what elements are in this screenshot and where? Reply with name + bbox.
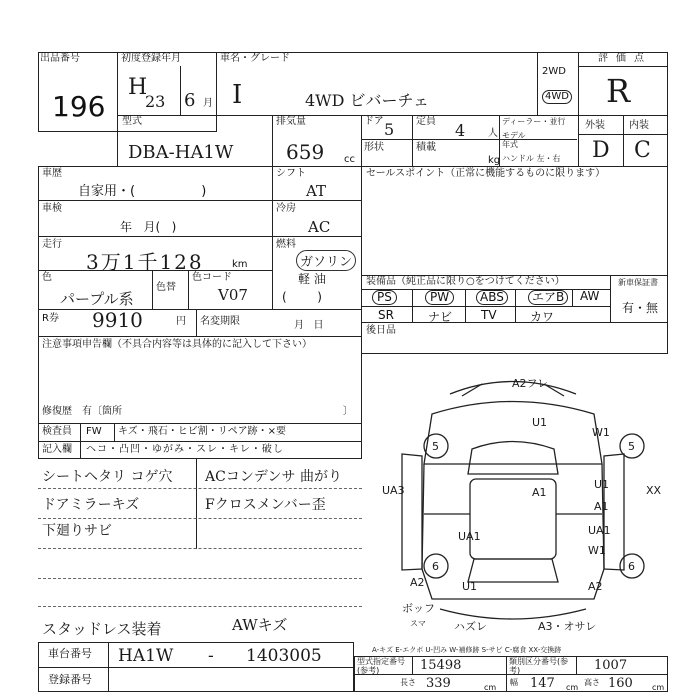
- class-label: 類別区分番号(参考): [509, 657, 569, 675]
- cap-label: 定員: [416, 116, 436, 127]
- category-value: 15498: [420, 658, 462, 673]
- recycle-label: R券: [42, 313, 59, 324]
- mark-a2-fre: A2フレ: [512, 377, 549, 390]
- fuel-label: 燃料: [276, 239, 296, 250]
- name-label: 車名・グレード: [220, 53, 290, 64]
- mark-u1-rear: U1: [462, 580, 478, 593]
- category-label: 型式指定番号(参考): [357, 657, 405, 675]
- reg-label: 初度登録年月: [121, 53, 181, 64]
- car-grade: 4WD ビバーチェ: [305, 91, 430, 110]
- overall-score: R: [606, 72, 631, 110]
- door-label: ドア: [364, 116, 384, 127]
- equip-pw: PW: [425, 290, 454, 305]
- repair-label: 修復歴 有〔箇所: [42, 406, 122, 417]
- width-value: 147: [530, 676, 555, 691]
- recycle-unit: 円: [176, 316, 186, 327]
- notes-label: 注意事項申告欄（不具合内容等は具体的に記入して下さい）: [42, 339, 312, 350]
- mark-five-left: 5: [432, 440, 439, 453]
- equip-label: 装備品（純正品に限り○をつけてください）: [366, 276, 565, 287]
- history-value: 自家用・( ): [78, 184, 207, 199]
- equip-navi: ナビ: [428, 310, 453, 324]
- ac-label: 冷房: [276, 203, 296, 214]
- chassis-dash: -: [208, 646, 214, 666]
- color-value: パープル系: [60, 290, 134, 308]
- chassis-label: 車台番号: [48, 647, 92, 660]
- mark-ua1-right: UA1: [588, 524, 611, 537]
- mark-a2-right: A2: [588, 580, 603, 593]
- name-change-value: 月 日: [294, 320, 324, 331]
- mark-hazure: ハズレ: [454, 620, 487, 633]
- cap-unit: 人: [488, 128, 498, 139]
- score-label: 評価点: [598, 53, 652, 64]
- length-unit: cm: [484, 683, 497, 692]
- lot-number: 196: [52, 90, 106, 123]
- note-mirror: ドアミラーキズ: [42, 497, 140, 513]
- handle-label: ハンドル 左・右: [502, 154, 561, 163]
- load-label: 積載: [416, 142, 436, 153]
- shift-label: シフト: [276, 168, 306, 179]
- height-unit: cm: [652, 683, 665, 692]
- fuel-kei: 軽 油: [298, 272, 326, 286]
- height-value: 160: [608, 676, 633, 691]
- recycle-value: 9910: [92, 308, 143, 332]
- int-label: 内装: [629, 120, 649, 131]
- drive-4wd: 4WD: [542, 90, 572, 104]
- color-code: V07: [218, 286, 248, 304]
- model-year-label: モデル年式: [502, 131, 526, 149]
- shift-value: AT: [306, 182, 327, 200]
- diagram-legend: A-キズ E-エクボ U-凹み W-補修跡 S-サビ C-腐食 XX-交換跡: [372, 646, 562, 654]
- entry-label: 記入欄: [42, 444, 72, 455]
- lot-label: 出品番号: [40, 53, 80, 64]
- length-value: 339: [426, 676, 451, 691]
- name-change-label: 名変期限: [200, 316, 240, 327]
- new-warranty-value: 有・無: [622, 301, 659, 315]
- ac-value: AC: [308, 218, 331, 236]
- seats-box: [361, 322, 668, 354]
- shape-label: 形状: [364, 142, 384, 153]
- disp-unit: cc: [344, 154, 355, 165]
- equip-leather: カワ: [530, 310, 555, 324]
- mileage-label: 走行: [42, 239, 62, 250]
- mark-bumper: ボッフ: [402, 602, 435, 615]
- length-label: 長さ: [400, 678, 416, 687]
- chassis-number: 1403005: [246, 646, 322, 666]
- defects-line2: ヘコ・凸凹・ゆがみ・スレ・キレ・破し: [86, 444, 284, 455]
- disp-label: 排気量: [276, 116, 306, 127]
- drive-box: [537, 52, 579, 116]
- inspector-label: 検査員: [42, 426, 72, 437]
- model-value: DBA-HA1W: [128, 142, 234, 163]
- mark-five-right: 5: [628, 440, 635, 453]
- model-label: 型式: [122, 116, 142, 127]
- equip-aw: AW: [580, 289, 600, 303]
- mark-w1: W1: [592, 426, 610, 439]
- mark-ua3: UA3: [382, 484, 405, 497]
- fuel-gas: ガソリン: [296, 250, 356, 271]
- defects-line1: キズ・飛石・ヒビ割・リペア跡・×要: [118, 426, 286, 437]
- ext-score: D: [592, 138, 610, 163]
- reg-month: 6: [184, 90, 196, 111]
- note-crossmember: Fクロスメンバー歪: [205, 497, 326, 513]
- load-unit: kg: [488, 155, 501, 166]
- reg-year: 23: [145, 92, 166, 111]
- inspection-label: 車検: [42, 203, 62, 214]
- mark-six-left: 6: [432, 560, 439, 573]
- mileage-unit: km: [232, 259, 248, 270]
- mark-a1-right: A1: [594, 500, 609, 513]
- car-name: I: [232, 80, 243, 110]
- color-code-label: 色コード: [192, 272, 232, 283]
- width-unit: cm: [566, 683, 579, 692]
- mark-ua1-left: UA1: [458, 530, 481, 543]
- door-value: 5: [384, 120, 395, 139]
- inspection-value: 年 月( ): [120, 220, 177, 234]
- equip-airbag: エアB: [528, 290, 568, 305]
- disp-value: 659: [286, 140, 325, 164]
- fuel-paren: ( ): [282, 290, 322, 304]
- int-score: C: [634, 138, 651, 163]
- sales-label: セールスポイント（正常に機能するものに限ります）: [366, 168, 606, 179]
- equip-abs: ABS: [476, 290, 508, 305]
- class-value: 1007: [594, 658, 628, 673]
- chassis-model: HA1W: [118, 646, 174, 666]
- repair-end: 〕: [343, 406, 353, 417]
- height-label: 高さ: [584, 678, 600, 687]
- equip-tv: TV: [481, 308, 497, 322]
- note-studless: スタッドレス装着: [42, 620, 162, 638]
- width-label: 幅: [510, 678, 518, 687]
- reg-number-label: 登録番号: [48, 673, 92, 686]
- mark-a1-center: A1: [532, 486, 547, 499]
- note-aw-scratch: AWキズ: [232, 616, 288, 634]
- equip-sr: SR: [378, 308, 394, 322]
- mark-u1-front: U1: [532, 416, 548, 429]
- mark-xx: XX: [646, 484, 662, 497]
- sales-box: [361, 166, 668, 276]
- note-underbody: 下廻りサビ: [42, 523, 112, 539]
- dealer-label: ディーラー・並行: [502, 117, 566, 126]
- cap-value: 4: [455, 121, 466, 140]
- seats-label: 後日品: [366, 325, 396, 336]
- damage-diagram: [362, 354, 668, 656]
- mileage-value: 3万1千128: [86, 250, 204, 274]
- mark-sumi: スマ: [410, 619, 426, 628]
- history-label: 車歴: [42, 168, 62, 179]
- fw-label: FW: [86, 426, 102, 437]
- mark-a3: A3・オサレ: [538, 620, 597, 633]
- mark-w1-rear: W1: [588, 544, 606, 557]
- equip-ps: PS: [372, 290, 397, 305]
- note-seat: シートヘタリ コゲ穴: [42, 469, 173, 485]
- ext-label: 外装: [585, 120, 605, 131]
- mark-six-right: 6: [628, 560, 635, 573]
- color-change-label: 色替: [156, 282, 176, 293]
- mark-a2-left: A2: [410, 576, 425, 589]
- reg-era: H: [128, 75, 148, 100]
- note-ac-condenser: ACコンデンサ 曲がり: [205, 469, 342, 485]
- reg-month-unit: 月: [203, 98, 213, 109]
- new-warranty-label: 新車保証書: [618, 278, 658, 287]
- drive-2wd: 2WD: [542, 66, 566, 77]
- color-label: 色: [42, 272, 52, 283]
- mark-u1-right: U1: [594, 478, 610, 491]
